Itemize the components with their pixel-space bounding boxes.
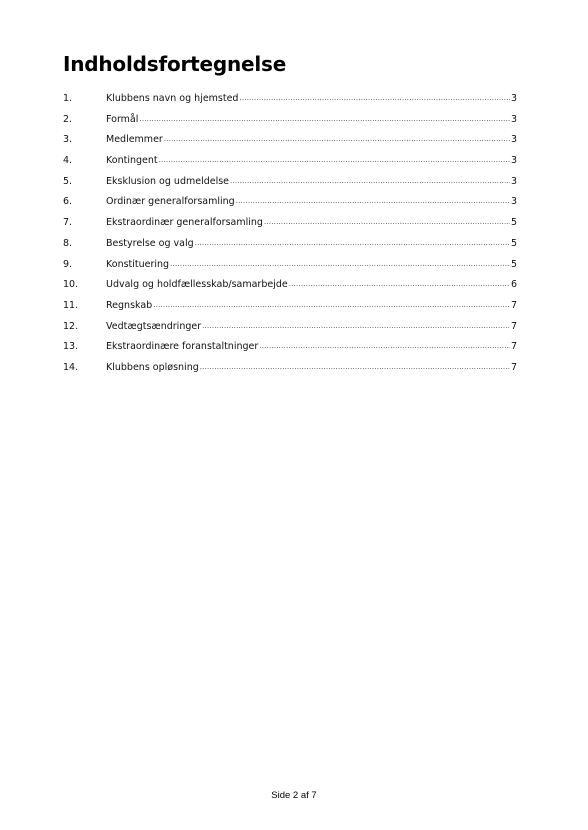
toc-entry[interactable] [63,213,517,234]
toc-entry-page: 3 [510,113,517,125]
toc-entry[interactable] [63,130,517,151]
toc-entry-page: 7 [510,361,517,373]
toc-entry[interactable] [63,110,517,131]
toc-entry-number: 8. [63,237,73,249]
toc-dot-leader [170,254,510,275]
toc-entry[interactable] [63,192,517,213]
toc-dot-leader [264,212,510,233]
toc-entry-title: Udvalg og holdfællesskab/samarbejde [106,279,288,291]
toc-entry-title: Formål [106,113,139,125]
toc-entry-title: Bestyrelse og valg [106,237,194,249]
toc-entry-number: 2. [63,113,73,125]
toc-entry-title: Klubbens navn og hjemsted [106,93,239,104]
toc-dot-leader [230,171,510,192]
toc-entry[interactable] [63,317,517,338]
toc-dot-leader [195,233,510,254]
toc-dot-leader [153,295,510,316]
toc-entry-page: 5 [510,237,517,249]
toc-entry-page: 7 [510,341,517,353]
toc-entry[interactable] [63,337,517,358]
toc-entry-title: Regnskab [106,299,153,311]
page-footer: Side 2 af 7 [271,790,317,801]
toc-entry-title: Konstituering [106,258,170,270]
toc-title: Indholdsfortegnelse [63,52,287,76]
toc-entry-page: 6 [510,279,517,291]
toc-entry[interactable] [63,234,517,255]
toc-entry-title: Ekstraordinære foranstaltninger [106,341,259,353]
toc-entry[interactable] [63,151,517,172]
toc-entry-title: Ekstraordinær generalforsamling [106,217,263,229]
toc-entry[interactable] [63,89,517,110]
toc-entry-number: 12. [63,320,79,332]
toc-entry[interactable] [63,296,517,317]
toc-entry-page: 3 [510,155,517,167]
toc-dot-leader [289,274,510,295]
toc-entry-number: 4. [63,155,73,167]
toc-entry-number: 6. [63,196,73,208]
toc-entry-title: Kontingent [106,155,158,167]
toc-entry-page: 7 [510,299,517,311]
toc-dot-leader [239,88,509,109]
toc-dot-leader [139,109,510,130]
toc-entry-page: 5 [510,217,517,229]
toc-dot-leader [200,357,510,378]
toc-entry-number: 7. [63,217,73,229]
toc-entry-page: 3 [510,134,517,146]
toc-entry[interactable] [63,275,517,296]
toc-entry-title: Eksklusion og udmeldelse [106,175,230,187]
toc-entry-number: 5. [63,175,73,187]
toc-dot-leader [236,191,510,212]
toc-list [63,89,517,379]
toc-entry-page: 3 [510,175,517,187]
toc-entry-title: Ordinær generalforsamling [106,196,235,208]
toc-entry-number: 11. [63,299,79,311]
toc-dot-leader [164,129,510,150]
toc-entry-title: Vedtægtsændringer [106,320,202,332]
toc-entry[interactable] [63,172,517,193]
toc-entry-page: 7 [510,320,517,332]
toc-dot-leader [259,336,510,357]
toc-entry-number: 13. [63,341,79,353]
toc-entry-number: 3. [63,134,73,146]
toc-dot-leader [159,150,510,171]
toc-entry-page: 5 [510,258,517,270]
toc-dot-leader [202,316,510,337]
toc-entry-page: 3 [510,93,517,104]
toc-entry-number: 10. [63,279,79,291]
toc-entry-title: Medlemmer [106,134,163,146]
toc-entry[interactable] [63,358,517,379]
toc-entry-number: 9. [63,258,73,270]
toc-entry-number: 14. [63,361,79,373]
toc-entry-number: 1. [63,93,73,104]
toc-entry[interactable] [63,255,517,276]
toc-entry-title: Klubbens opløsning [106,361,199,373]
toc-entry-page: 3 [510,196,517,208]
